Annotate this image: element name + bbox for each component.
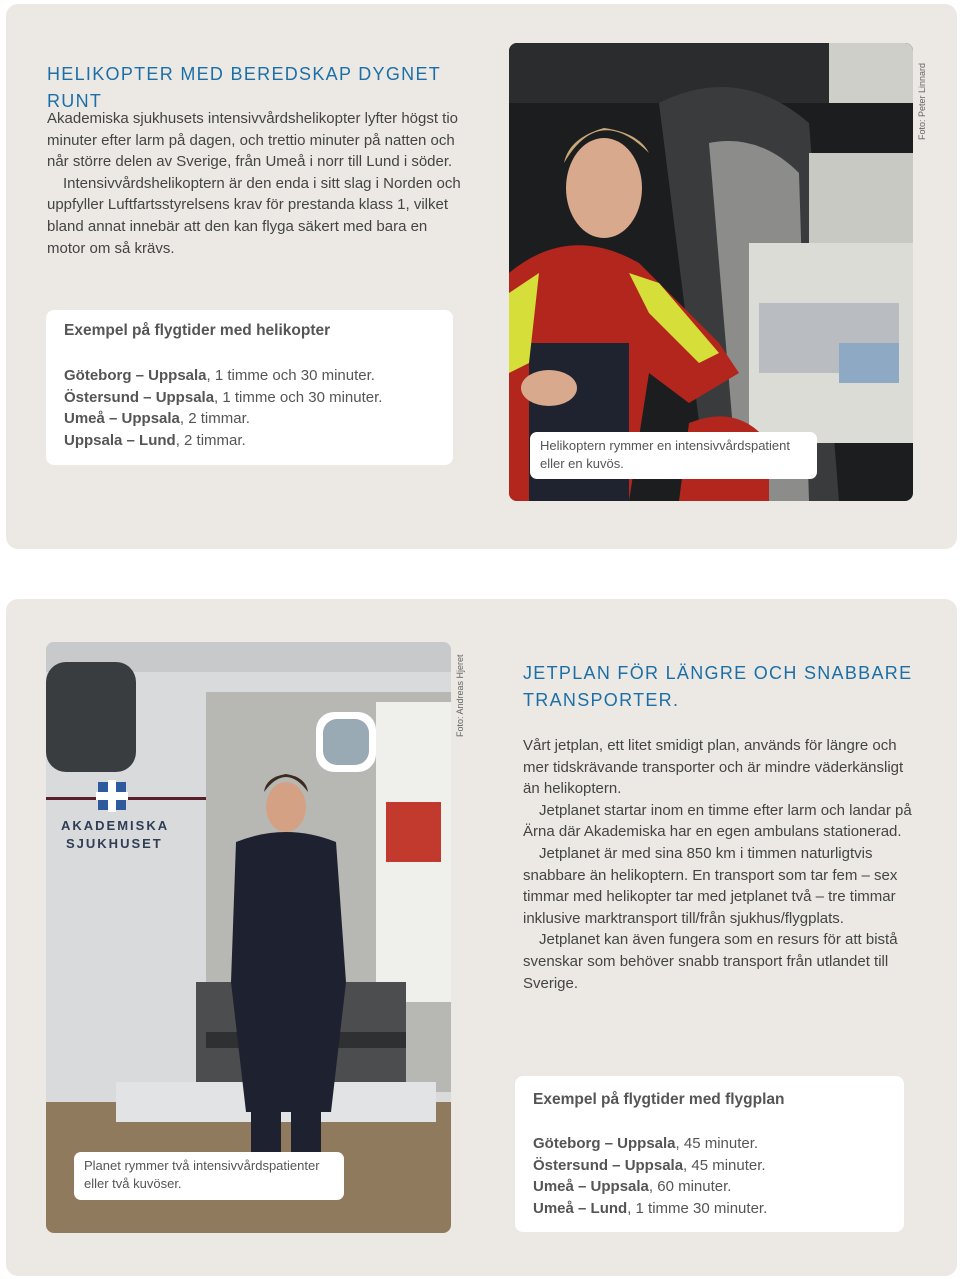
route-time: , 45 minuter. (675, 1135, 759, 1152)
list-item (533, 1155, 767, 1177)
helicopter-photo-credit: Foto: Peter Linnard (917, 62, 927, 140)
jet-paragraph-3: Jetplanet är med sina 850 km i timmen naturligtvis snabbare än helikoptern. En transport som tar fem – sex timmar med helikopter tar med jetplanet två – tre timmar inklusive marktransport till/från sjukhus/flygplats. (523, 844, 898, 927)
route-time: , 1 timme och 30 minuter. (206, 367, 375, 384)
helicopter-flight-times-card (46, 310, 453, 465)
route-label: Östersund – Uppsala (533, 1156, 684, 1174)
helicopter-flight-times-list (64, 365, 382, 451)
route-label: Umeå – Uppsala (64, 410, 180, 427)
route-label: Östersund – Uppsala (64, 388, 215, 406)
route-time: , 2 timmar. (175, 431, 246, 449)
route-label: Göteborg – Uppsala (533, 1135, 676, 1152)
jet-flight-times-title: Exempel på flygtider med flygplan (533, 1091, 785, 1108)
helicopter-photo-caption: Helikoptern rymmer en intensivvårdspatient eller en kuvös. (530, 432, 817, 479)
list-item (64, 365, 382, 387)
route-time: , 1 timme 30 minuter. (627, 1199, 768, 1217)
logo-text-line-1: AKADEMISKA (61, 818, 170, 833)
jet-heading: JETPLAN FÖR LÄNGRE OCH SNABBARE TRANSPORTER. (523, 663, 913, 710)
jet-paragraph-2: Jetplanet startar inom en timme efter larm och landar på Ärna där Akademiska har en egen ambulans stationerad. (523, 801, 912, 841)
jet-body (523, 735, 923, 994)
logo-text-line-2: SJUKHUSET (66, 836, 163, 851)
list-item (533, 1198, 767, 1220)
helicopter-heading: HELIKOPTER MED BEREDSKAP DYGNET RUNT (47, 64, 441, 111)
jet-photo-illustration (46, 642, 451, 1233)
route-label: Uppsala – Lund (64, 431, 176, 449)
route-label: Umeå – Uppsala (533, 1178, 649, 1195)
route-time: , 45 minuter. (683, 1156, 766, 1174)
helicopter-paragraph-1: Akademiska sjukhusets intensivvårdshelikopter lyfter högst tio minuter efter larm på dagen, och trettio minuter på natten och når större delen av Sverige, från Umeå i norr till Lund i söder. (47, 110, 459, 171)
list-item (533, 1176, 767, 1198)
route-time: , 2 timmar. (179, 410, 250, 427)
list-item (64, 408, 382, 430)
jet-plane-photo (46, 642, 451, 1233)
route-time: , 60 minuter. (648, 1178, 732, 1195)
jet-paragraph-4: Jetplanet kan även fungera som en resurs för att bistå svenskar som behöver snabb transport från utlandet till Sverige. (523, 931, 898, 992)
route-time: , 1 timme och 30 minuter. (214, 388, 383, 406)
jet-photo-caption: Planet rymmer två intensivvårdspatienter eller två kuvöser. (74, 1152, 344, 1200)
list-item (64, 387, 382, 409)
list-item (533, 1133, 767, 1155)
helicopter-paragraph-2: Intensivvårdshelikoptern är den enda i sitt slag i Norden och uppfyller Luftfartsstyrelsens krav för prestanda klass 1, vilket bland annat innebär att den kan flyga säkert med bara en motor om så krävs. (47, 174, 461, 257)
helicopter-flight-times-title: Exempel på flygtider med helikopter (64, 322, 331, 339)
jet-flight-times-list (533, 1133, 767, 1219)
list-item (64, 430, 382, 452)
route-label: Umeå – Lund (533, 1199, 628, 1217)
jet-photo-credit: Foto: Andreas Hjeret (455, 654, 465, 737)
helicopter-body (47, 108, 467, 259)
jet-paragraph-1: Vårt jetplan, ett litet smidigt plan, används för längre och mer tidskrävande transporter och är mindre väderkänsligt än helikoptern. (523, 737, 904, 798)
jet-flight-times-card (515, 1076, 904, 1232)
route-label: Göteborg – Uppsala (64, 367, 207, 384)
